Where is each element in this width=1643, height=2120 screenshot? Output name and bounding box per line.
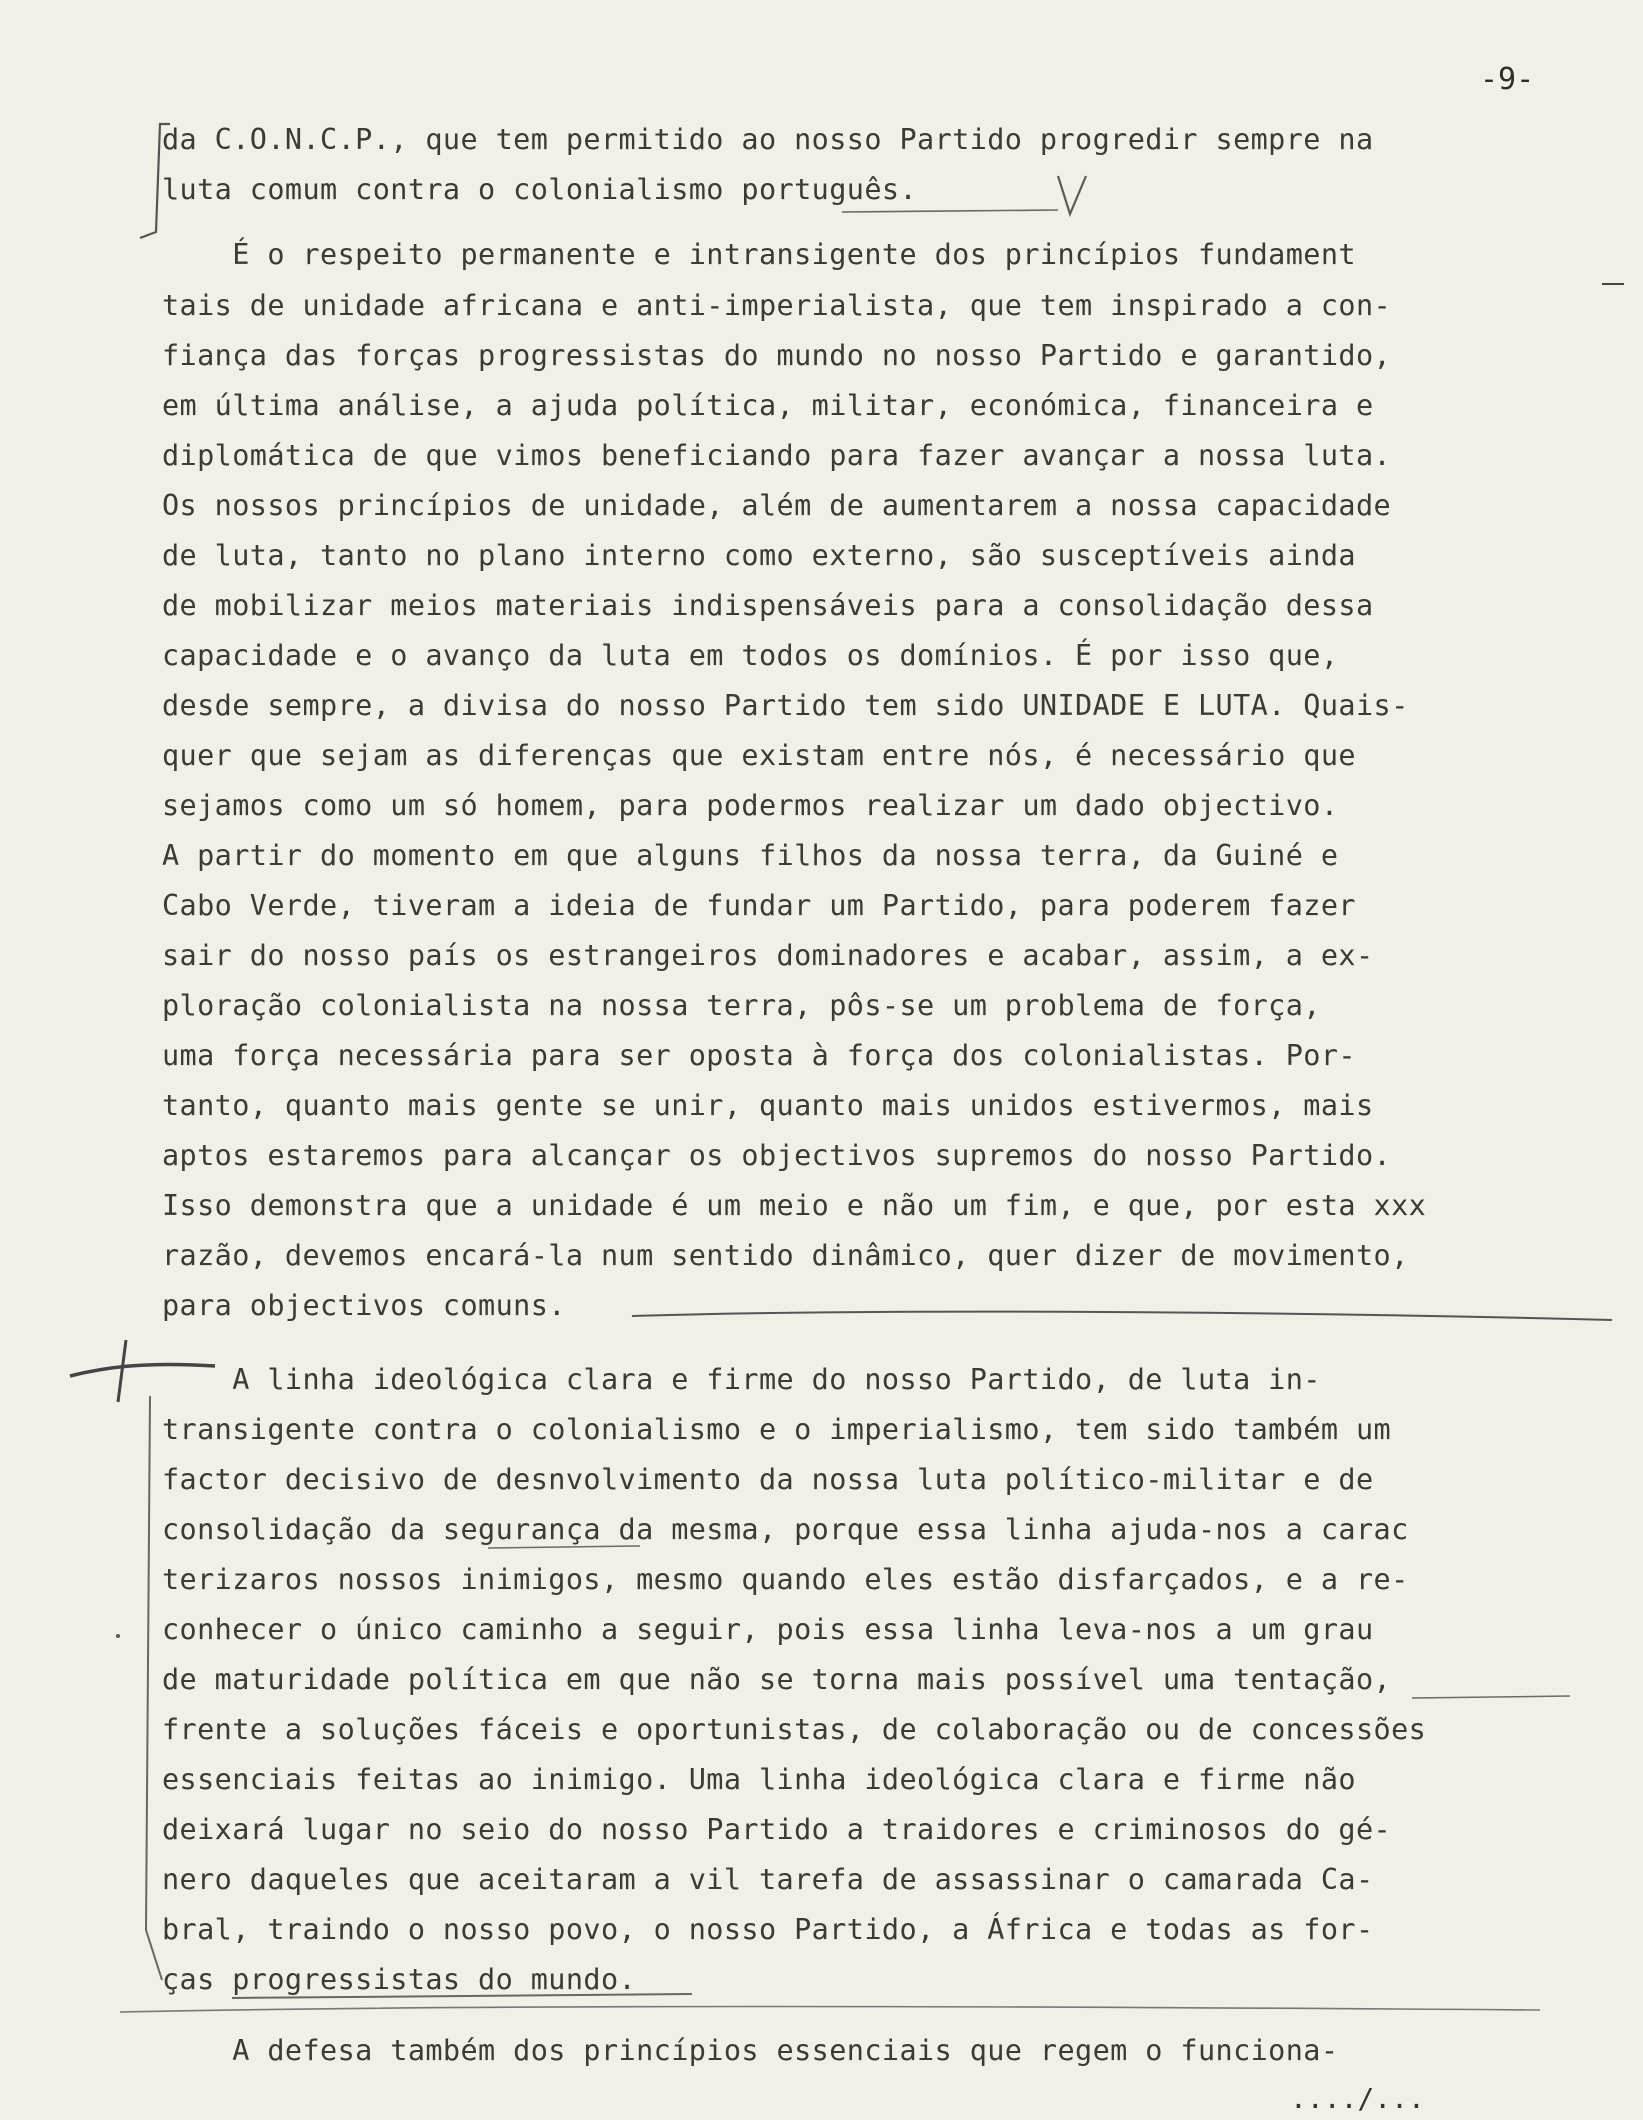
- text-line: A partir do momento em que alguns filhos da nossa terra, da Guiné e: [162, 839, 1339, 872]
- text-line: razão, devemos encará-la num sentido dinâmico, quer dizer de movimento,: [162, 1239, 1409, 1272]
- text-line: frente a soluções fáceis e oportunistas, de colaboração ou de concessões: [162, 1713, 1427, 1746]
- text-line: Os nossos princípios de unidade, além de aumentarem a nossa capacidade: [162, 489, 1392, 522]
- text-line: em última análise, a ajuda política, militar, económica, financeira e: [162, 389, 1374, 422]
- text-line: fiança das forças progressistas do mundo no nosso Partido e garantido,: [162, 339, 1392, 372]
- text-line: ças progressistas do mundo.: [162, 1963, 637, 1996]
- paragraph-end-line: [120, 2007, 1540, 2013]
- text-line: A defesa também dos princípios essenciais que regem o funciona-: [162, 2034, 1339, 2067]
- text-line: transigente contra o colonialismo e o imperialismo, tem sido também um: [162, 1413, 1392, 1446]
- text-line: Cabo Verde, tiveram a ideia de fundar um Partido, para poderem fazer: [162, 889, 1356, 922]
- continuation-mark: ..../...: [1290, 2082, 1425, 2115]
- text-line: factor decisivo de desnvolvimento da nossa luta político-militar e de: [162, 1463, 1374, 1496]
- margin-dot: [116, 1634, 120, 1638]
- paragraph-end-line: [632, 1312, 1612, 1320]
- text-line: da C.O.N.C.P., que tem permitido ao nosso Partido progredir sempre na: [162, 123, 1374, 156]
- text-line: bral, traindo o nosso povo, o nosso Partido, a África e todas as for-: [162, 1913, 1374, 1946]
- text-line: quer que sejam as diferenças que existam entre nós, é necessário que: [162, 739, 1356, 772]
- text-line: deixará lugar no seio do nosso Partido a traidores e criminosos do gé-: [162, 1813, 1392, 1846]
- text-line: luta comum contra o colonialismo português.: [162, 173, 918, 206]
- text-line: tais de unidade africana e anti-imperialista, que tem inspirado a con-: [162, 289, 1392, 322]
- text-line: tanto, quanto mais gente se unir, quanto mais unidos estivermos, mais: [162, 1089, 1374, 1122]
- text-line: sair do nosso país os estrangeiros dominadores e acabar, assim, a ex-: [162, 939, 1374, 972]
- text-line: terizaros nossos inimigos, mesmo quando eles estão disfarçados, e a re-: [162, 1563, 1409, 1596]
- text-line: conhecer o único caminho a seguir, pois essa linha leva-nos a um grau: [162, 1613, 1374, 1646]
- text-line: de mobilizar meios materiais indispensáveis para a consolidação dessa: [162, 589, 1374, 622]
- text-line: É o respeito permanente e intransigente dos princípios fundament: [162, 238, 1356, 271]
- underline-mark: [842, 210, 1058, 212]
- text-line: desde sempre, a divisa do nosso Partido tem sido UNIDADE E LUTA. Quais-: [162, 689, 1409, 722]
- cross-mark-vertical: [118, 1340, 126, 1402]
- text-line: capacidade e o avanço da luta em todos os domínios. É por isso que,: [162, 639, 1339, 672]
- text-line: de luta, tanto no plano interno como externo, são susceptíveis ainda: [162, 539, 1356, 572]
- text-line: ploração colonialista na nossa terra, pôs-se um problema de força,: [162, 989, 1321, 1022]
- text-line: sejamos como um só homem, para podermos realizar um dado objectivo.: [162, 789, 1339, 822]
- text-line: de maturidade política em que não se torna mais possível uma tentação,: [162, 1663, 1392, 1696]
- text-line: aptos estaremos para alcançar os objectivos supremos do nosso Partido.: [162, 1139, 1392, 1172]
- check-mark: [1058, 176, 1086, 214]
- text-line: nero daqueles que aceitaram a vil tarefa de assassinar o camarada Ca-: [162, 1863, 1374, 1896]
- text-line: essenciais feitas ao inimigo. Uma linha ideológica clara e firme não: [162, 1763, 1356, 1796]
- text-line: Isso demonstra que a unidade é um meio e não um fim, e que, por esta xxx: [162, 1189, 1427, 1222]
- left-margin-bracket: [146, 1396, 162, 1980]
- text-line: diplomática de que vimos beneficiando para fazer avançar a nossa luta.: [162, 439, 1392, 472]
- page-number: -9-: [1480, 62, 1535, 97]
- text-line: A linha ideológica clara e firme do nosso Partido, de luta in-: [162, 1363, 1321, 1396]
- text-line: consolidação da segurança da mesma, porque essa linha ajuda-nos a carac: [162, 1513, 1409, 1546]
- text-line: para objectivos comuns.: [162, 1289, 566, 1322]
- underline-mark: [1412, 1696, 1570, 1698]
- text-line: uma força necessária para ser oposta à força dos colonialistas. Por-: [162, 1039, 1356, 1072]
